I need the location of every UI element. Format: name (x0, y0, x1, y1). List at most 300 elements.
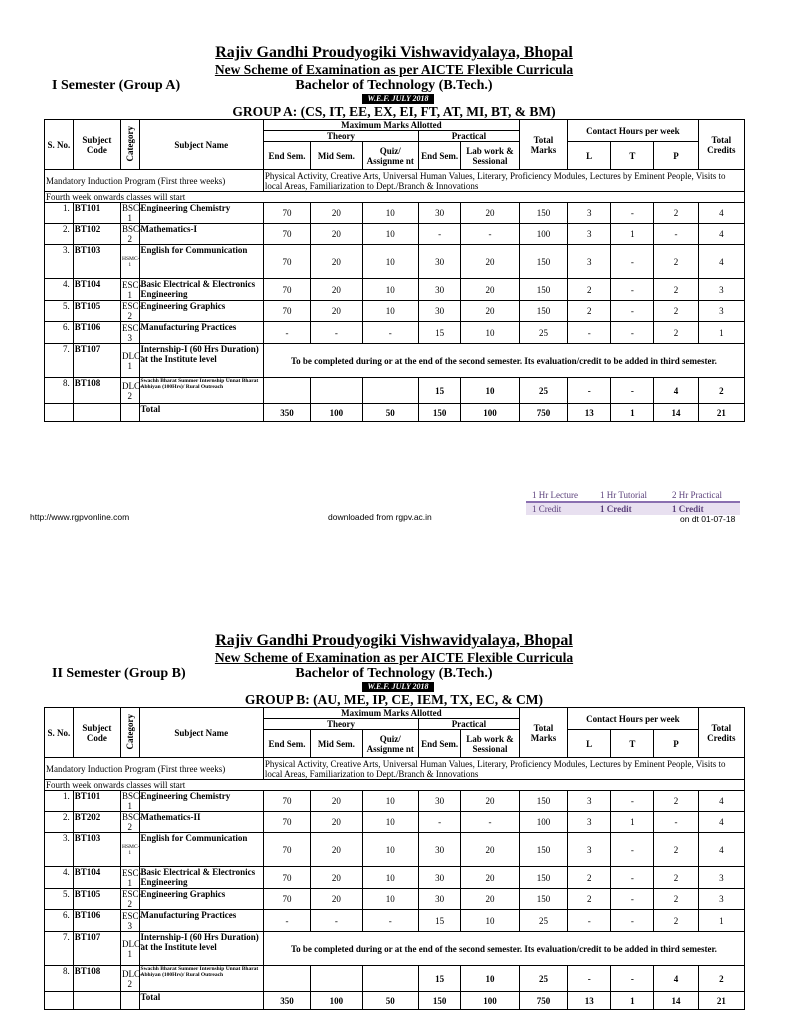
legend-tutorial: 1 Hr Tutorial (600, 490, 648, 500)
row-value: 3 (568, 224, 611, 245)
credit-legend (526, 489, 740, 515)
total-value: 50 (362, 992, 419, 1010)
row-value: 4 (654, 966, 698, 992)
row-value: 2 (654, 245, 698, 279)
row-value: 3 (698, 301, 744, 322)
row-value: 150 (519, 245, 567, 279)
row-value (263, 378, 310, 404)
row-value: 4 (698, 245, 744, 279)
total-value: 100 (311, 404, 362, 422)
dlc2-row (45, 966, 745, 992)
semester-label: II Semester (Group B) (52, 666, 186, 681)
row-value: 1 (698, 322, 744, 344)
row-value: - (611, 322, 654, 344)
wef-badge: W.E.F. JULY 2018 (362, 682, 434, 692)
row-value: 20 (461, 889, 520, 910)
total-label: Total (139, 404, 263, 422)
row-sno: 2. (45, 812, 74, 833)
total-value: 350 (263, 404, 310, 422)
row-code: BT108 (73, 966, 120, 992)
row-value: 10 (362, 301, 419, 322)
row-value: 2 (654, 322, 698, 344)
row-subject-name: English for Communication (139, 245, 263, 279)
row-sno: 6. (45, 910, 74, 932)
row-value: 150 (519, 279, 567, 301)
footer-url[interactable]: http://www.rgpvonline.com (30, 512, 130, 522)
row-value: 25 (519, 378, 567, 404)
total-value: 13 (568, 404, 611, 422)
header-T: T (611, 142, 654, 170)
row-subject-name: Basic Electrical & Electronics Engineering (139, 279, 263, 301)
row-value: 30 (419, 833, 461, 867)
row-subject-name: Swachh Bharat Summer Internship Unnat Bharat Abhiyan (100Hrs)/ Rural Outreach (139, 966, 263, 992)
row-value: 30 (419, 301, 461, 322)
row-value (311, 966, 362, 992)
university-title: Rajiv Gandhi Proudyogiki Vishwavidyalaya, Bhopal (215, 44, 573, 61)
header-total-credits: Total Credits (698, 708, 744, 758)
header-theory: Theory (263, 131, 418, 142)
row-value: 30 (419, 867, 461, 889)
row-category: DLC-2 (121, 966, 140, 992)
header-max-marks: Maximum Marks Allotted (263, 120, 519, 131)
row-category: BSC-1 (122, 203, 143, 223)
row-value: 2 (654, 791, 698, 812)
group-title: GROUP B: (AU, ME, IP, CE, IEM, TX, EC, & CM) (244, 692, 544, 707)
row-value: 25 (519, 910, 567, 932)
row-value: 10 (362, 279, 419, 301)
total-empty (73, 404, 120, 422)
semester-label: I Semester (Group A) (52, 78, 181, 93)
row-code: BT104 (73, 867, 120, 889)
row-category: ESC-3 (122, 910, 142, 931)
total-value: 100 (461, 992, 520, 1010)
row-value: 70 (263, 833, 310, 867)
row-sno: 8. (45, 966, 74, 992)
row-code: BT108 (73, 378, 120, 404)
header-L: L (568, 730, 611, 758)
header-category: Category (124, 713, 135, 750)
mandatory-label: Mandatory Induction Program (First three weeks) (45, 170, 264, 192)
total-empty (121, 992, 140, 1010)
legend-credit-practical: 1 Credit (672, 504, 704, 514)
table-row (45, 833, 745, 867)
row-value: 1 (698, 910, 744, 932)
row-value: 4 (698, 812, 744, 833)
row-value: 70 (263, 867, 310, 889)
header-contact-hours: Contact Hours per week (568, 708, 699, 730)
row-value: 3 (698, 279, 744, 301)
row-value: 1 (611, 812, 654, 833)
row-sno: 3. (45, 833, 74, 867)
header-subject-name: Subject Name (139, 120, 263, 170)
row-value: - (362, 910, 419, 932)
total-row (45, 404, 745, 422)
table-row (45, 203, 745, 224)
row-value: 20 (311, 812, 362, 833)
row-value: 30 (419, 203, 461, 224)
row-value: - (611, 245, 654, 279)
row-value: 150 (519, 867, 567, 889)
row-code: BT106 (73, 322, 120, 344)
row-subject-name: Basic Electrical & Electronics Engineering (139, 867, 263, 889)
row-value: 2 (568, 301, 611, 322)
row-code: BT101 (73, 203, 120, 224)
header-code: Subject Code (73, 120, 120, 170)
row-value: - (263, 322, 310, 344)
total-value: 1 (611, 992, 654, 1010)
header-subject-name: Subject Name (139, 708, 263, 758)
row-code: BT101 (73, 791, 120, 812)
row-category: ESC-1 (122, 279, 142, 300)
total-value: 350 (263, 992, 310, 1010)
row-value: 10 (362, 245, 419, 279)
header-p-end_sem: End Sem. (419, 142, 461, 170)
row-value: 3 (698, 889, 744, 910)
row-value: 20 (461, 301, 520, 322)
internship-row (45, 344, 745, 378)
row-value: 20 (311, 203, 362, 224)
row-value (362, 966, 419, 992)
row-subject-name: Engineering Chemistry (139, 203, 263, 224)
row-category: BSC-2 (122, 224, 143, 244)
row-value: 2 (654, 203, 698, 224)
header-quiz: Quiz/ Assignme nt (362, 730, 419, 758)
scheme-table (44, 119, 745, 422)
total-value: 21 (698, 992, 744, 1010)
row-value: 30 (419, 791, 461, 812)
header-mid-sem: Mid Sem. (311, 730, 362, 758)
row-value: - (419, 224, 461, 245)
row-sno: 2. (45, 224, 74, 245)
header-code: Subject Code (73, 708, 120, 758)
row-subject-name: Mathematics-II (139, 812, 263, 833)
header-P: P (654, 730, 698, 758)
row-sno: 7. (45, 932, 74, 966)
group-title: GROUP A: (CS, IT, EE, EX, EI, FT, AT, MI, BT, & BM) (232, 104, 556, 119)
internship-row (45, 932, 745, 966)
row-value: - (311, 322, 362, 344)
row-category: DLC-1 (121, 932, 140, 966)
row-value: - (263, 910, 310, 932)
row-value: 2 (698, 966, 744, 992)
row-value: - (611, 833, 654, 867)
header-max-marks: Maximum Marks Allotted (263, 708, 519, 719)
row-category: ESC-2 (122, 301, 142, 321)
row-subject-name: Internship-I (60 Hrs Duration) at the Institute level (139, 344, 263, 378)
row-value: - (654, 224, 698, 245)
row-code: BT107 (73, 932, 120, 966)
internship-note: To be completed during or at the end of the second semester. Its evaluation/credit to be added in third semester. (263, 932, 744, 966)
header-practical: Practical (419, 131, 520, 142)
table-row (45, 322, 745, 344)
row-value: 4 (698, 833, 744, 867)
total-value: 1 (611, 404, 654, 422)
row-value: 70 (263, 245, 310, 279)
row-value: 2 (654, 279, 698, 301)
row-category: HSMC-1 (121, 833, 140, 867)
row-category: DLC-2 (121, 378, 140, 404)
row-value: - (611, 378, 654, 404)
row-value: 10 (362, 203, 419, 224)
wef-badge: W.E.F. JULY 2018 (362, 94, 434, 104)
row-sno: 8. (45, 378, 74, 404)
total-value: 150 (419, 992, 461, 1010)
dlc2-row (45, 378, 745, 404)
row-value: 3 (698, 867, 744, 889)
row-sno: 1. (45, 203, 74, 224)
row-category: BSC-2 (122, 812, 143, 832)
header-theory: Theory (263, 719, 418, 730)
row-value: 100 (519, 224, 567, 245)
row-subject-name: Engineering Chemistry (139, 791, 263, 812)
row-value: 150 (519, 889, 567, 910)
row-sno: 5. (45, 889, 74, 910)
row-code: BT104 (73, 279, 120, 301)
university-title: Rajiv Gandhi Proudyogiki Vishwavidyalaya, Bhopal (215, 632, 573, 649)
row-value: - (611, 301, 654, 322)
mandatory-text: Physical Activity, Creative Arts, Universal Human Values, Literary, Proficiency Modules, Lectures by Eminent People, Visits to local Areas, Familiarization to Dept./Branch & Innovations (263, 170, 744, 192)
row-value: 3 (568, 791, 611, 812)
row-value: 20 (461, 279, 520, 301)
row-value: 70 (263, 889, 310, 910)
row-value: 150 (519, 791, 567, 812)
row-value: 15 (419, 322, 461, 344)
row-value: 3 (568, 245, 611, 279)
total-value: 150 (419, 404, 461, 422)
header-category-cell (121, 120, 140, 170)
row-value: 20 (461, 791, 520, 812)
degree-title: Bachelor of Technology (B.Tech.) (295, 78, 493, 93)
mandatory-label: Mandatory Induction Program (First three weeks) (45, 758, 264, 780)
row-value: 2 (654, 867, 698, 889)
total-empty (121, 404, 140, 422)
total-empty (45, 404, 74, 422)
row-value: - (611, 966, 654, 992)
total-value: 100 (461, 404, 520, 422)
row-value: 2 (698, 378, 744, 404)
row-sno: 3. (45, 245, 74, 279)
row-value (263, 966, 310, 992)
table-row (45, 867, 745, 889)
total-value: 21 (698, 404, 744, 422)
row-category: DLC-1 (121, 344, 140, 378)
header-total-marks: Total Marks (519, 120, 567, 170)
row-value: 70 (263, 279, 310, 301)
row-code: BT105 (73, 889, 120, 910)
row-value: 10 (362, 867, 419, 889)
row-value: 20 (461, 203, 520, 224)
total-value: 50 (362, 404, 419, 422)
row-value: 150 (519, 833, 567, 867)
row-value: 20 (311, 791, 362, 812)
row-sno: 6. (45, 322, 74, 344)
row-value: - (568, 910, 611, 932)
footer-date: on dt 01-07-18 (680, 514, 736, 524)
row-value (362, 378, 419, 404)
header-practical: Practical (419, 719, 520, 730)
row-value: 25 (519, 966, 567, 992)
legend-practical: 2 Hr Practical (672, 490, 722, 500)
header-lab: Lab work & Sessional (461, 730, 520, 758)
header-mid-sem: Mid Sem. (311, 142, 362, 170)
total-value: 750 (519, 992, 567, 1010)
row-value: 15 (419, 910, 461, 932)
row-subject-name: Mathematics-I (139, 224, 263, 245)
row-value: 10 (362, 791, 419, 812)
row-subject-name: English for Communication (139, 833, 263, 867)
row-value: 10 (362, 812, 419, 833)
row-value: 25 (519, 322, 567, 344)
row-value: - (311, 910, 362, 932)
header-p-end_sem: End Sem. (419, 730, 461, 758)
row-subject-name: Manufacturing Practices (139, 910, 263, 932)
row-value: 20 (311, 833, 362, 867)
row-value: - (362, 322, 419, 344)
row-value: 20 (311, 301, 362, 322)
row-value: 10 (461, 966, 520, 992)
row-value: 2 (568, 889, 611, 910)
row-code: BT103 (73, 833, 120, 867)
legend-credit-tutorial: 1 Credit (600, 504, 632, 514)
total-label: Total (139, 992, 263, 1010)
row-value: 4 (698, 224, 744, 245)
row-value: 30 (419, 889, 461, 910)
row-code: BT103 (73, 245, 120, 279)
row-value: 20 (311, 245, 362, 279)
row-value: 10 (362, 224, 419, 245)
row-value: 150 (519, 203, 567, 224)
header-end-sem: End Sem. (263, 730, 310, 758)
header-L: L (568, 142, 611, 170)
total-value: 13 (568, 992, 611, 1010)
row-sno: 5. (45, 301, 74, 322)
header-lab: Lab work & Sessional (461, 142, 520, 170)
row-value: 10 (461, 322, 520, 344)
row-value: 30 (419, 245, 461, 279)
table-row (45, 791, 745, 812)
header-category-cell (121, 708, 140, 758)
mandatory-text: Physical Activity, Creative Arts, Universal Human Values, Literary, Proficiency Modules, Lectures by Eminent People, Visits to local Areas, Familiarization to Dept./Branch & Innovations (263, 758, 744, 780)
scheme-title: New Scheme of Examination as per AICTE Flexible Curricula (214, 650, 574, 665)
row-value: 2 (654, 301, 698, 322)
row-value: 3 (568, 812, 611, 833)
row-value: - (461, 812, 520, 833)
total-value: 14 (654, 992, 698, 1010)
row-code: BT106 (73, 910, 120, 932)
row-value: 100 (519, 812, 567, 833)
row-value: - (611, 203, 654, 224)
row-value: 20 (461, 867, 520, 889)
row-value: 1 (611, 224, 654, 245)
row-value: 70 (263, 301, 310, 322)
row-value: 4 (698, 203, 744, 224)
row-value: 70 (263, 791, 310, 812)
row-value: 4 (654, 378, 698, 404)
row-category: BSC-1 (122, 791, 143, 811)
row-value: 20 (311, 279, 362, 301)
row-value: 10 (461, 378, 520, 404)
row-sno: 7. (45, 344, 74, 378)
row-value: 2 (654, 833, 698, 867)
row-value: 70 (263, 224, 310, 245)
row-value: - (611, 791, 654, 812)
row-value: 15 (419, 378, 461, 404)
row-value (311, 378, 362, 404)
row-value: 20 (461, 833, 520, 867)
row-value: 2 (654, 910, 698, 932)
row-value: - (654, 812, 698, 833)
header-end-sem: End Sem. (263, 142, 310, 170)
row-value: 10 (362, 889, 419, 910)
header-sno: S. No. (45, 708, 74, 758)
table-row (45, 301, 745, 322)
total-row (45, 992, 745, 1010)
header-total-credits: Total Credits (698, 120, 744, 170)
total-empty (45, 992, 74, 1010)
internship-note: To be completed during or at the end of the second semester. Its evaluation/credit to be added in third semester. (263, 344, 744, 378)
row-value: 20 (461, 245, 520, 279)
row-category: ESC-2 (122, 889, 142, 909)
row-value: - (419, 812, 461, 833)
table-row (45, 279, 745, 301)
total-value: 750 (519, 404, 567, 422)
fourth-week-note: Fourth week onwards classes will start (45, 780, 745, 791)
scheme-title: New Scheme of Examination as per AICTE Flexible Curricula (214, 62, 574, 77)
row-subject-name: Engineering Graphics (139, 301, 263, 322)
row-category: ESC-3 (122, 322, 142, 343)
row-value: - (568, 966, 611, 992)
row-value: - (461, 224, 520, 245)
header-total-marks: Total Marks (519, 708, 567, 758)
row-sno: 1. (45, 791, 74, 812)
row-value: 70 (263, 812, 310, 833)
header-P: P (654, 142, 698, 170)
row-value: 30 (419, 279, 461, 301)
row-value: - (568, 378, 611, 404)
table-row (45, 224, 745, 245)
row-sno: 4. (45, 867, 74, 889)
row-value: 150 (519, 301, 567, 322)
row-code: BT102 (73, 224, 120, 245)
row-code: BT107 (73, 344, 120, 378)
fourth-week-note: Fourth week onwards classes will start (45, 192, 745, 203)
row-value: 15 (419, 966, 461, 992)
table-row (45, 812, 745, 833)
row-code: BT105 (73, 301, 120, 322)
row-category: HSMC-1 (121, 245, 140, 279)
row-code: BT202 (73, 812, 120, 833)
footer-source: downloaded from rgpv.ac.in (328, 512, 432, 522)
row-value: 10 (362, 833, 419, 867)
scheme-table (44, 707, 745, 1010)
row-value: 2 (654, 889, 698, 910)
row-subject-name: Engineering Graphics (139, 889, 263, 910)
row-value: - (568, 322, 611, 344)
row-value: 20 (311, 867, 362, 889)
header-quiz: Quiz/ Assignme nt (362, 142, 419, 170)
row-value: 10 (461, 910, 520, 932)
row-category: ESC-1 (122, 867, 142, 888)
degree-title: Bachelor of Technology (B.Tech.) (295, 666, 493, 681)
row-value: 4 (698, 791, 744, 812)
row-value: 2 (568, 867, 611, 889)
total-empty (73, 992, 120, 1010)
table-row (45, 910, 745, 932)
row-value: 20 (311, 224, 362, 245)
row-sno: 4. (45, 279, 74, 301)
row-value: - (611, 910, 654, 932)
legend-credit-lecture: 1 Credit (532, 504, 562, 514)
